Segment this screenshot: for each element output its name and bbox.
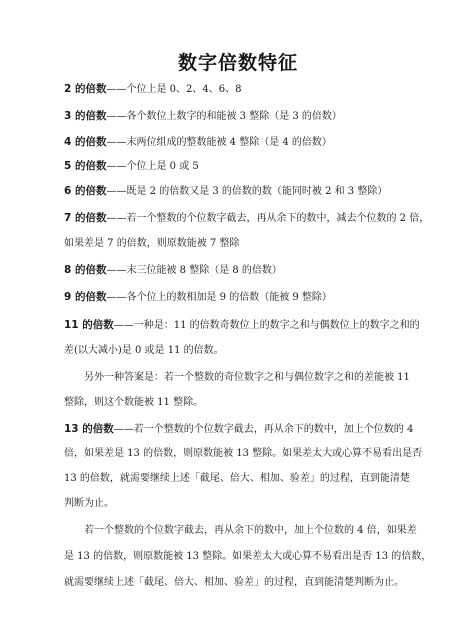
- rule-line: [64, 395, 416, 410]
- rule-line: [64, 290, 416, 305]
- rule-text: 差(以大减小)是 0 或是 11 的倍数。: [64, 345, 224, 356]
- rule-text: ——末三位能被 8 整除（是 8 的倍数）: [106, 265, 282, 276]
- rule-line: [64, 318, 420, 333]
- rule-text: 就需要继续上述「截尾、倍大、相加、验差」的过程，直到能清楚判断为止。: [64, 577, 404, 588]
- rule-text: 判断为止。: [64, 498, 114, 509]
- rule-line: [84, 523, 416, 538]
- rule-line: [64, 109, 416, 124]
- rule-text: 整除，则这个数能被 11 整除。: [64, 397, 204, 408]
- rule-text: ——既是 2 的倍数又是 3 的倍数的数（能同时被 2 和 3 整除）: [106, 186, 388, 197]
- rule-text: ——若一个整数的个位数字截去，再从余下的数中，减去个位数的 2 倍，: [106, 213, 430, 224]
- rule-term: 8 的倍数: [64, 264, 107, 276]
- rule-line: [64, 211, 430, 226]
- rule-text: 若一个整数的个位数字截去，再从余下的数中，加上个位数的 4 倍，如果差: [84, 525, 417, 536]
- rule-term: 13 的倍数: [64, 423, 114, 435]
- rule-term: 11 的倍数: [64, 319, 114, 331]
- rule-term: 2 的倍数: [64, 83, 107, 95]
- rule-term: 3 的倍数: [64, 110, 107, 122]
- rule-line: [64, 236, 416, 251]
- rule-line: [84, 370, 416, 385]
- rule-line: [64, 184, 416, 199]
- rule-text: ——末两位组成的整数能被 4 整除（是 4 的倍数）: [106, 137, 332, 148]
- rule-term: 7 的倍数: [64, 212, 107, 224]
- rule-text: 13 的倍数，就需要继续上述「截尾、倍大、相加、验差」的过程，直到能清楚: [64, 473, 410, 484]
- rule-line: [64, 343, 416, 358]
- rule-text: ——一种是：11 的倍数奇数位上的数字之和与偶数位上的数字之和的: [113, 320, 420, 331]
- rule-text: 另外一种答案是：若一个整数的奇位数字之和与偶位数字之和的差能被 11: [84, 372, 410, 383]
- rule-line: [64, 446, 423, 461]
- page-title: 数字倍数特征: [177, 52, 298, 74]
- rule-line: [64, 422, 416, 437]
- rule-text: ——各个数位上数字的和能被 3 整除（是 3 的倍数）: [106, 111, 342, 122]
- rule-line: [64, 549, 432, 564]
- rule-line: [64, 82, 416, 97]
- rule-line: [64, 135, 416, 150]
- rule-term: 9 的倍数: [64, 291, 107, 303]
- rule-text: ——个位上是 0 或 5: [106, 161, 199, 172]
- rule-term: 6 的倍数: [64, 185, 107, 197]
- rule-text: ——各个位上的数相加是 9 的倍数（能被 9 整除）: [106, 292, 332, 303]
- rule-text: 是 13 的倍数，则原数能被 13 整除。如果差太大或心算不易看出是否 13 的倍数，: [64, 551, 432, 562]
- rule-line: [64, 496, 416, 511]
- rule-text: 倍，如果差是 13 的倍数，则原数能被 13 整除。如果差太大或心算不易看出是否: [64, 448, 423, 459]
- rule-line: [64, 263, 416, 278]
- rule-text: ——个位上是 0、2、4、6、8: [106, 84, 242, 95]
- rule-line: [64, 159, 416, 174]
- rule-line: [64, 575, 416, 590]
- rule-term: 5 的倍数: [64, 160, 107, 172]
- rule-text: ——若一个整数的个位数字截去，再从余下的数中，加上个位数的 4: [113, 424, 414, 435]
- rule-text: 如果差是 7 的倍数，则原数能被 7 整除: [64, 238, 240, 249]
- rule-line: [64, 471, 416, 486]
- rule-term: 4 的倍数: [64, 136, 107, 148]
